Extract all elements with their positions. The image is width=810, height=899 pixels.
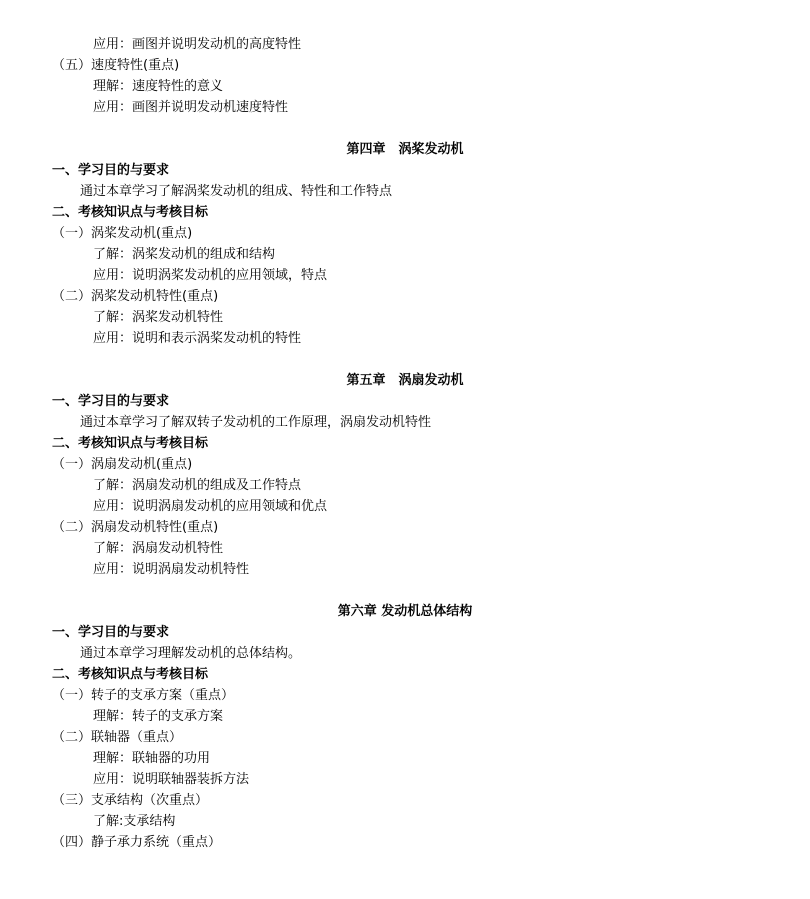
chapter-title: 第五章 涡扇发动机 xyxy=(346,373,464,388)
chapter-title: 第六章 发动机总体结构 xyxy=(337,604,473,619)
objective-item: 理解：转子的支承方案 xyxy=(93,709,224,724)
objective-item: 了解：涡桨发动机的组成和结构 xyxy=(93,247,276,262)
spacer xyxy=(0,580,810,601)
section-item: （二）联轴器（重点） xyxy=(52,730,183,745)
section-item: （三）支承结构（次重点） xyxy=(52,793,209,808)
objective-item: 应用：说明联轴器装拆方法 xyxy=(93,772,250,787)
section-heading: 二、考核知识点与考核目标 xyxy=(52,205,209,220)
paragraph: 通过本章学习了解双转子发动机的工作原理，涡扇发动机特性 xyxy=(80,415,432,430)
objective-item: 了解：涡桨发动机特性 xyxy=(93,310,224,325)
paragraph: 通过本章学习理解发动机的总体结构。 xyxy=(80,646,302,661)
objective-item: 应用：说明涡桨发动机的应用领域，特点 xyxy=(93,268,328,283)
section-heading: 一、学习目的与要求 xyxy=(52,163,170,178)
objective-item: 应用：说明和表示涡桨发动机的特性 xyxy=(93,331,302,346)
objective-item: 应用：画图并说明发动机速度特性 xyxy=(93,100,289,115)
section-item: （一）涡扇发动机(重点) xyxy=(52,457,193,472)
spacer xyxy=(0,349,810,370)
section-item: （一）涡桨发动机(重点) xyxy=(52,226,193,241)
section-heading: 二、考核知识点与考核目标 xyxy=(52,667,209,682)
objective-item: 理解：联轴器的功用 xyxy=(93,751,211,766)
section-item: （五）速度特性(重点) xyxy=(52,58,180,73)
spacer xyxy=(0,118,810,139)
section-heading: 一、学习目的与要求 xyxy=(52,394,170,409)
objective-item: 了解:支承结构 xyxy=(93,814,176,829)
section-item: （四）静子承力系统（重点） xyxy=(52,835,222,850)
document-body xyxy=(0,34,810,853)
section-heading: 一、学习目的与要求 xyxy=(52,625,170,640)
objective-item: 了解：涡扇发动机特性 xyxy=(93,541,224,556)
chapter-title: 第四章 涡桨发动机 xyxy=(346,142,464,157)
section-item: （一）转子的支承方案（重点） xyxy=(52,688,235,703)
objective-item: 理解：速度特性的意义 xyxy=(93,79,224,94)
section-item: （二）涡桨发动机特性(重点) xyxy=(52,289,219,304)
objective-item: 了解：涡扇发动机的组成及工作特点 xyxy=(93,478,302,493)
section-item: （二）涡扇发动机特性(重点) xyxy=(52,520,219,535)
objective-item: 应用：说明涡扇发动机的应用领域和优点 xyxy=(93,499,328,514)
objective-item: 应用：说明涡扇发动机特性 xyxy=(93,562,250,577)
objective-item: 应用：画图并说明发动机的高度特性 xyxy=(93,37,302,52)
paragraph: 通过本章学习了解涡桨发动机的组成、特性和工作特点 xyxy=(80,184,393,199)
section-heading: 二、考核知识点与考核目标 xyxy=(52,436,209,451)
